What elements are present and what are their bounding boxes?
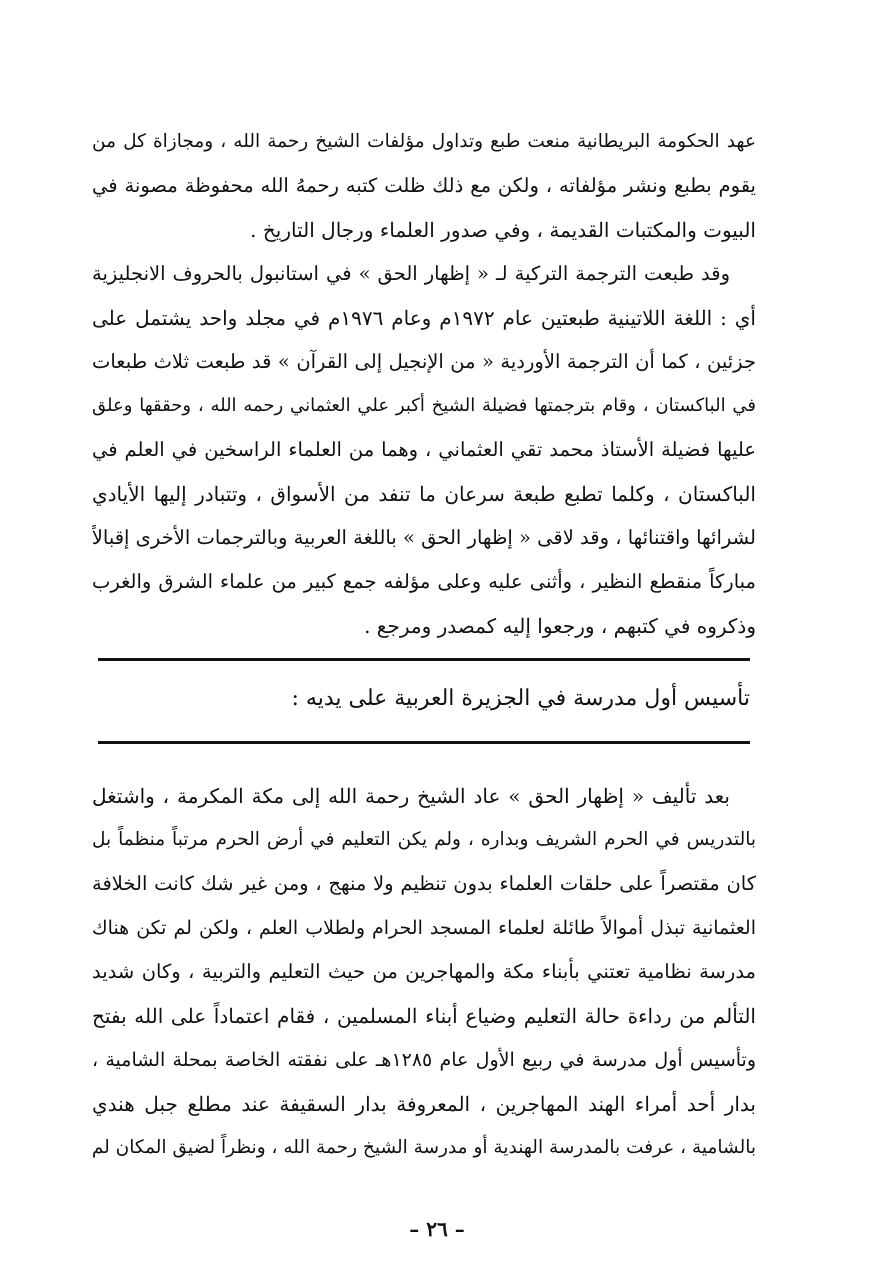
heading-rule-bottom <box>98 741 750 744</box>
text-line: بعد تأليف « إظهار الحق » عاد الشيخ رحمة الله إلى مكة المكرمة ، واشتغل <box>92 784 730 808</box>
section-heading: تأسيس أول مدرسة في الجزيرة العربية على يديه : <box>291 686 750 711</box>
text-line: في الباكستان ، وقام بترجمتها فضيلة الشيخ أكبر علي العثماني رحمه الله ، وحققها وعلق <box>92 395 756 416</box>
text-line: مباركاً منقطع النظير ، وأثنى عليه وعلى مؤلفه جمع كبير من علماء الشرق والغرب <box>92 570 756 593</box>
paragraph-translations <box>92 252 756 648</box>
text-line: وقد طبعت الترجمة التركية لـ « إظهار الحق » في استانبول بالحروف الانجليزية <box>92 262 730 285</box>
text-line: وتأسيس أول مدرسة في ربيع الأول عام ١٢٨٥هـ على نفقته الخاصة بمحلة الشامية ، <box>92 1049 756 1071</box>
text-line: بالشامية ، عرفت بالمدرسة الهندية أو مدرسة الشيخ رحمة الله ، ونظراً لضيق المكان لم <box>92 1137 756 1158</box>
paragraph-censorship <box>92 120 756 252</box>
text-line: عليها فضيلة الأستاذ محمد تقي العثماني ، وهما من العلماء الراسخين في العلم في <box>92 438 756 461</box>
page-number: – ٢٦ – <box>409 1217 465 1241</box>
text-line: يقوم بطبع ونشر مؤلفاته ، ولكن مع ذلك ظلت كتبه رحمهُ الله محفوظة مصونة في <box>92 174 756 197</box>
text-line: الباكستان ، وكلما تطبع طبعة سرعان ما تنفد من الأسواق ، وتتبادر إليها الأيادي <box>92 482 756 506</box>
text-line: التألم من رداءة حالة التعليم وضياع أبناء المسلمين ، فقام اعتماداً على الله بفتح <box>92 1004 756 1028</box>
text-line: لشرائها واقتنائها ، وقد لاقى « إظهار الحق » باللغة العربية وبالترجمات الأخرى إقبالاً <box>92 526 756 549</box>
text-line: عهد الحكومة البريطانية منعت طبع وتداول مؤلفات الشيخ رحمة الله ، ومجازاة كل من <box>92 131 756 152</box>
heading-rule-top <box>98 658 750 661</box>
text-line: جزئين ، كما أن الترجمة الأوردية « من الإنجيل إلى القرآن » قد طبعت ثلاث طبعات <box>92 350 756 373</box>
text-line: كان مقتصراً على حلقات العلماء بدون تنظيم ولا منهج ، ومن غير شك كانت الخلافة <box>92 872 756 895</box>
text-line: البيوت والمكتبات القديمة ، وفي صدور العلماء ورجال التاريخ . <box>250 218 756 242</box>
text-line: العثمانية تبذل أموالاً طائلة لعلماء المسجد الحرام ولطلاب العلم ، ولكن لم تكن هناك <box>92 917 756 939</box>
text-line: أي : اللغة اللاتينية طبعتين عام ١٩٧٢م وعام ١٩٧٦م في مجلد واحد يشتمل على <box>92 306 756 330</box>
text-line: مدرسة نظامية تعتني بأبناء مكة والمهاجرين من حيث التعليم والتربية ، وكان شديد <box>92 960 756 983</box>
text-line: وذكروه في كتبهم ، ورجعوا إليه كمصدر ومرجع . <box>364 614 756 638</box>
text-line: بالتدريس في الحرم الشريف وبداره ، ولم يكن التعليم في أرض الحرم مرتباً منظماً بل <box>92 829 756 850</box>
paragraph-first-school <box>92 774 756 1170</box>
text-line: بدار أحد أمراء الهند المهاجرين ، المعروفة بدار السقيفة عند مطلع جبل هندي <box>92 1092 756 1116</box>
